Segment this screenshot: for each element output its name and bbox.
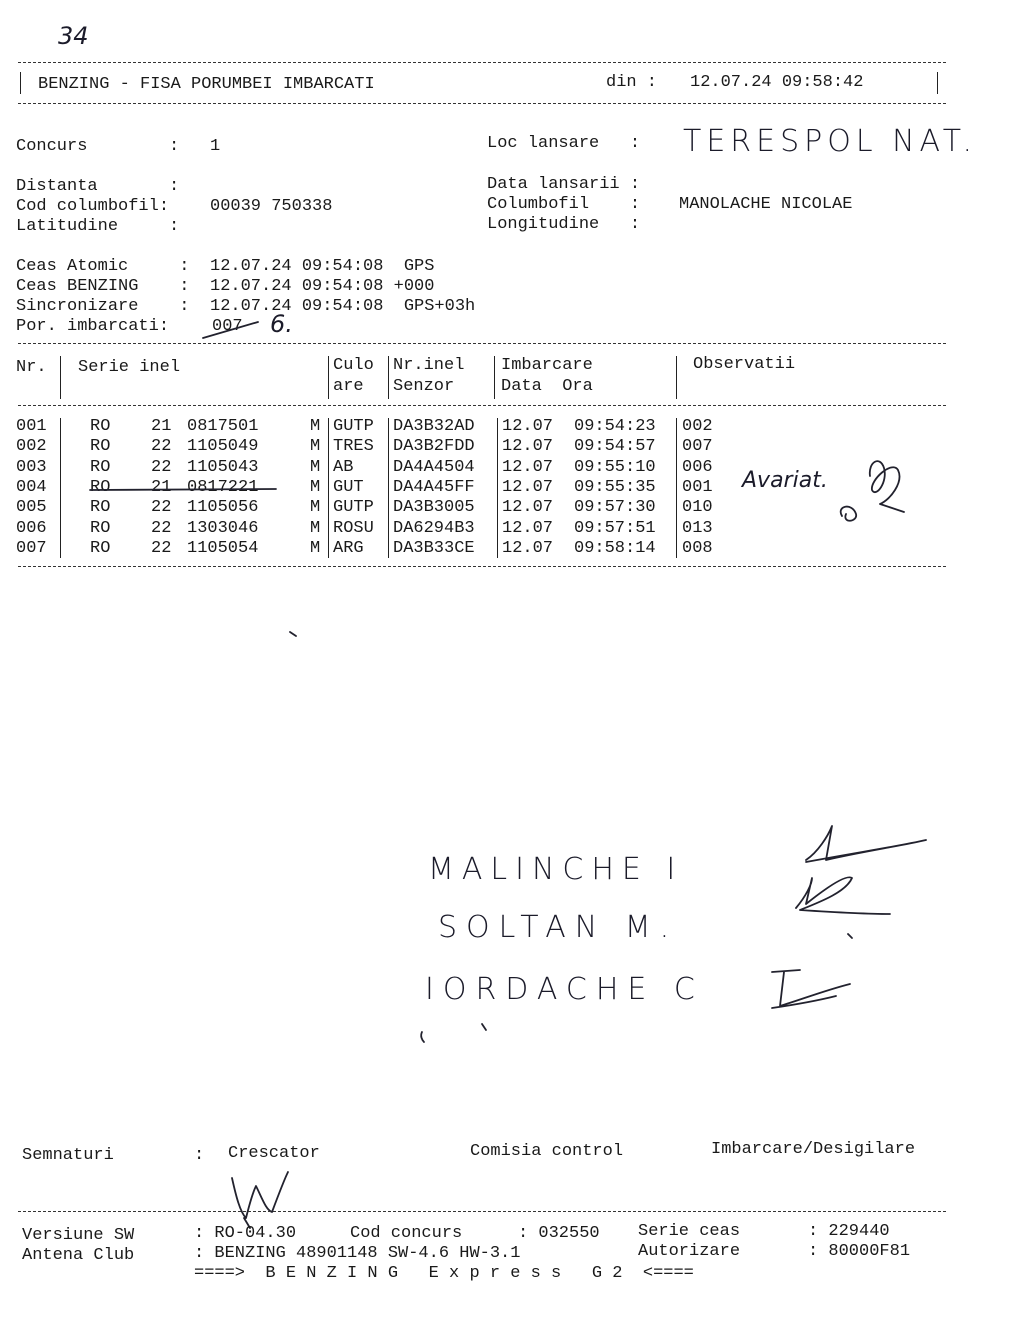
row-color: ARG [333, 538, 364, 558]
row-observatii: 007 [682, 437, 713, 457]
ceas-benzing-label: Ceas BENZING : [16, 277, 190, 296]
imbarcare-desigilare-label: Imbarcare/Desigilare [711, 1140, 916, 1159]
antena-club-value: : BENZING 48901148 SW-4.6 HW-3.1 [194, 1244, 521, 1263]
autorizare-label: Autorizare [638, 1242, 741, 1261]
versiune-sw-label: Versiune SW [22, 1226, 135, 1245]
table-top-rule [18, 343, 946, 344]
header-col-bar-1 [60, 356, 61, 399]
row-ring-number: 0817221 [187, 477, 259, 497]
row-color: AB [333, 457, 354, 477]
row-country: RO [90, 457, 111, 477]
row-ring-number: 1105049 [187, 437, 259, 457]
row-time: 09:54:57 [574, 437, 656, 457]
header-col-bar-2 [328, 356, 329, 399]
row-color: TRES [333, 437, 374, 457]
name-1-signature [806, 826, 926, 862]
por-imbarcati-correction: 6. [270, 310, 293, 338]
row-ring-number: 0817501 [187, 417, 259, 436]
row-sensor: DA4A45FF [393, 477, 475, 497]
row-sensor: DA3B33CE [393, 538, 475, 558]
row-observatii: 008 [682, 538, 713, 558]
body-col-bar-1 [60, 418, 61, 558]
header-left-border [20, 72, 21, 94]
row-date: 12.07 [502, 518, 554, 538]
sincronizare-label: Sincronizare : [16, 297, 190, 316]
row-country: RO [90, 477, 111, 497]
cod-concurs-label: Cod concurs [350, 1224, 463, 1243]
semnaturi-label: Semnaturi [22, 1146, 114, 1165]
col-header-observatii: Observatii [693, 355, 796, 374]
col-header-culoare: Culo [333, 356, 374, 375]
row-color: ROSU [333, 518, 374, 538]
row-nr: 004 [16, 477, 47, 497]
row-nr: 002 [16, 437, 47, 457]
row-sex: M [310, 417, 321, 436]
ceas-atomic-label: Ceas Atomic : [16, 257, 190, 276]
ceas-atomic-value: 12.07.24 09:54:08 GPS [210, 257, 435, 276]
row-nr: 001 [16, 417, 47, 436]
versiune-sw-value: : RO-04.30 [194, 1224, 297, 1243]
header-col-bar-4 [494, 356, 495, 399]
col-header-imbarcare: Imbarcare [501, 356, 593, 375]
table-header-rule [18, 405, 946, 406]
col-header-senzor: Senzor [393, 377, 455, 396]
row-sex: M [310, 538, 321, 558]
row-year: 22 [151, 437, 172, 457]
row-observatii: 006 [682, 457, 713, 477]
row-country: RO [90, 437, 111, 457]
header-col-bar-5 [676, 356, 677, 399]
latitudine-label: Latitudine : [16, 217, 180, 236]
row-country: RO [90, 538, 111, 558]
row-country: RO [90, 498, 111, 518]
row-date: 12.07 [502, 417, 554, 436]
name-3-signature [772, 970, 850, 1008]
body-col-bar-4 [497, 418, 498, 558]
row-sex: M [310, 437, 321, 457]
autorizare-value: : 80000F81 [808, 1242, 911, 1261]
row-date: 12.07 [502, 538, 554, 558]
page-number: 34 [58, 22, 89, 50]
din-label: din : [606, 73, 658, 92]
row-nr: 007 [16, 538, 47, 558]
col-header-nr-inel: Nr.inel [393, 356, 465, 375]
row-observatii: 010 [682, 498, 713, 518]
row-sensor: DA3B3005 [393, 498, 475, 518]
row-year: 22 [151, 498, 172, 518]
row-year: 21 [151, 477, 172, 497]
row-color: GUTP [333, 498, 374, 518]
row-ring-number: 1105056 [187, 498, 259, 518]
handwritten-name-2: SOLTAN M. [438, 910, 679, 945]
crescator-label: Crescator [228, 1144, 320, 1163]
row-sex: M [310, 457, 321, 477]
concurs-value: 1 [210, 137, 221, 156]
sincronizare-value: 12.07.24 09:54:08 GPS+03h [210, 297, 476, 316]
row-time: 09:58:14 [574, 538, 656, 558]
row-year: 21 [151, 417, 172, 436]
data-lansarii-label: Data lansarii : [487, 175, 641, 194]
cod-concurs-value: : 032550 [518, 1224, 600, 1243]
row-time: 09:54:23 [574, 417, 656, 436]
row-year: 22 [151, 538, 172, 558]
ceas-benzing-value: 12.07.24 09:54:08 +000 [210, 277, 435, 296]
row-observatii: 002 [682, 417, 713, 436]
por-imbarcati-value: 007 [212, 317, 243, 336]
row-nr: 005 [16, 498, 47, 518]
columbofil-label: Columbofil : [487, 195, 641, 214]
header-top-rule [18, 62, 946, 63]
handwritten-name-3: IORDACHE C [425, 972, 704, 1007]
comisia-control-label: Comisia control [470, 1142, 624, 1161]
row-date: 12.07 [502, 437, 554, 457]
cod-columbofil-value: 00039 750338 [210, 197, 333, 216]
serie-ceas-value: : 229440 [808, 1222, 890, 1241]
row-time: 09:55:35 [574, 477, 656, 497]
stray-mark-1 [848, 934, 852, 938]
body-col-bar-5 [676, 418, 677, 558]
benzing-express-banner: ====> B E N Z I N G E x p r e s s G 2 <==== [194, 1264, 694, 1283]
serie-ceas-label: Serie ceas [638, 1222, 741, 1241]
row-sex: M [310, 518, 321, 538]
por-imbarcati-label: Por. imbarcati: [16, 317, 170, 336]
body-col-bar-3 [388, 418, 389, 558]
row-year: 22 [151, 457, 172, 477]
name-2-signature [796, 877, 890, 914]
header-bottom-rule [18, 103, 946, 104]
din-timestamp: 12.07.24 09:58:42 [690, 73, 864, 92]
footer-rule [18, 1211, 946, 1212]
row-sex: M [310, 477, 321, 497]
row-date: 12.07 [502, 457, 554, 477]
row-nr: 006 [16, 518, 47, 538]
col-header-serie-inel: Serie inel [78, 358, 181, 377]
row-country: RO [90, 417, 111, 436]
row-sensor: DA3B2FDD [393, 437, 475, 457]
row-sensor: DA3B32AD [393, 417, 475, 436]
row-ring-number: 1105043 [187, 457, 259, 477]
longitudine-label: Longitudine : [487, 215, 641, 234]
row-time: 09:55:10 [574, 457, 656, 477]
row-time: 09:57:30 [574, 498, 656, 518]
table-bottom-rule [18, 566, 946, 567]
loc-lansare-label: Loc lansare : [487, 134, 641, 153]
row-nr: 003 [16, 457, 47, 477]
body-col-bar-2 [328, 418, 329, 558]
col-header-nr: Nr. [16, 358, 47, 377]
columbofil-value: MANOLACHE NICOLAE [679, 195, 853, 214]
concurs-label: Concurs : [16, 137, 180, 156]
row-observatii: 013 [682, 518, 713, 538]
header-col-bar-3 [388, 356, 389, 399]
cod-columbofil-label: Cod columbofil: [16, 197, 170, 216]
row-observatii: 001 [682, 477, 713, 497]
row-date: 12.07 [502, 498, 554, 518]
loc-lansare-handwritten: TERESPOL NAT. [683, 124, 978, 159]
document-title: BENZING - FISA PORUMBEI IMBARCATI [38, 75, 375, 94]
stray-mark-2 [421, 1024, 486, 1042]
antena-club-label: Antena Club [22, 1246, 135, 1265]
row-sex: M [310, 498, 321, 518]
header-right-border [937, 72, 938, 94]
col-header-data-ora: Data Ora [501, 377, 593, 396]
row-ring-number: 1105054 [187, 538, 259, 558]
col-header-culoare-2: are [333, 377, 364, 396]
row-date: 12.07 [502, 477, 554, 497]
row-sensor: DA6294B3 [393, 518, 475, 538]
observatii-signature [841, 461, 904, 521]
row-year: 22 [151, 518, 172, 538]
handwritten-name-1: MALINCHE I [428, 852, 684, 887]
row-color: GUTP [333, 417, 374, 436]
row-ring-number: 1303046 [187, 518, 259, 538]
crescator-signature [232, 1172, 288, 1228]
row-country: RO [90, 518, 111, 538]
observatii-handwritten-note: Avariat. [742, 468, 828, 493]
row-color: GUT [333, 477, 364, 497]
distanta-label: Distanta : [16, 177, 180, 196]
row-sensor: DA4A4504 [393, 457, 475, 477]
row-time: 09:57:51 [574, 518, 656, 538]
stray-mark-3 [290, 632, 296, 636]
semnaturi-colon: : [194, 1146, 205, 1165]
